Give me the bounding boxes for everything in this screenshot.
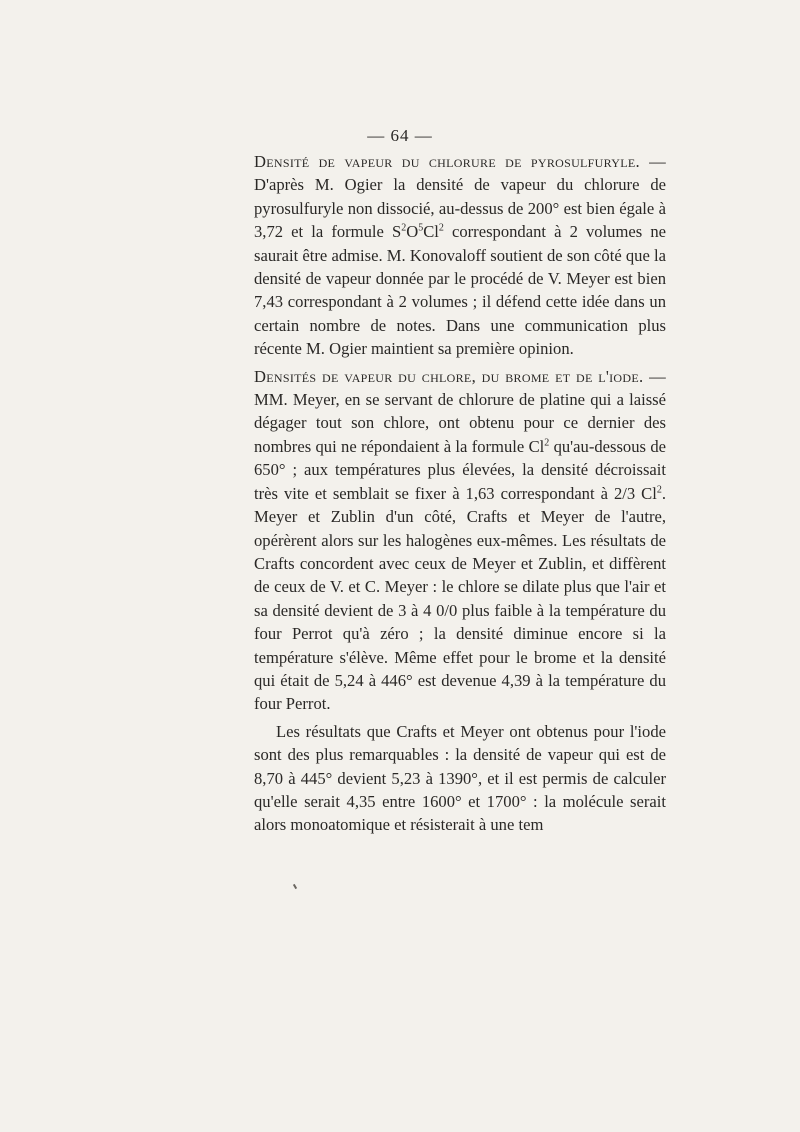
page-number: — 64 — bbox=[367, 126, 433, 145]
paragraph-iode: Les résultats que Crafts et Meyer ont obtenus pour l'iode sont des plus remarquables : la densité de vapeur qui est de 8,70 à 445° devient 5,23 à 1390°, et il est permis de calculer qu'elle serait 4,35 entre 1600° et 1700° : la molécule serait alors monoatomique et résisterait à une tem bbox=[254, 721, 666, 835]
paper-speck bbox=[293, 884, 297, 889]
paragraph-halogenes: Densités de vapeur du chlore, du brome et de l'iode. — MM. Meyer, en se servant de chlorure de platine qui a laissé dégager tout son chlore, ont obtenu pour ce dernier des nombres qui ne répondaient à la formule Cl$^2$ qu'au-dessous de 650° ; aux températures plus élevées, la densité décroissait très vite et semblait se fixer à 1,63 correspondant à 2/3 Cl$^2$. Meyer et Zublin d'un côté, Crafts et Meyer de l'autre, opérèrent alors sur les halogènes eux-mêmes. Les résultats de Crafts concordent avec ceux de Meyer et Zublin, et diffèrent de ceux de V. et C. Meyer : le chlore se dilate plus que l'air et sa densité devient de 3 à 4 0/0 plus faible à la température du four Perrot qu'à zéro ; la densité diminue encore si la température s'élève. Même effet pour le brome et la densité qui était de 5,24 à 446° est devenue 4,39 à la température du four Perrot. bbox=[254, 366, 666, 714]
section-heading: Densité de vapeur du chlorure de pyrosulfuryle. — bbox=[254, 152, 666, 171]
section-heading: Densités de vapeur du chlore, du brome et de l'iode. — bbox=[254, 366, 666, 386]
paragraph-pyrosulfuryle: Densité de vapeur du chlorure de pyrosulfuryle. — D'après M. Ogier la densité de vapeur du chlorure de pyrosulfuryle non dissocié, au-dessus de 200° est bien égale à 3,72 et la formule $S^2O^5Cl^2$ correspondant à 2 volumes ne saurait être admise. M. Konovaloff soutient de son côté que la densité de vapeur donnée par le procédé de V. Meyer est bien 7,43 correspondant à 2 volumes ; il défend cette idée dans un certain nombre de notes. Dans une communication plus récente M. Ogier maintient sa première opinion. bbox=[254, 152, 666, 359]
text-block bbox=[254, 150, 666, 837]
